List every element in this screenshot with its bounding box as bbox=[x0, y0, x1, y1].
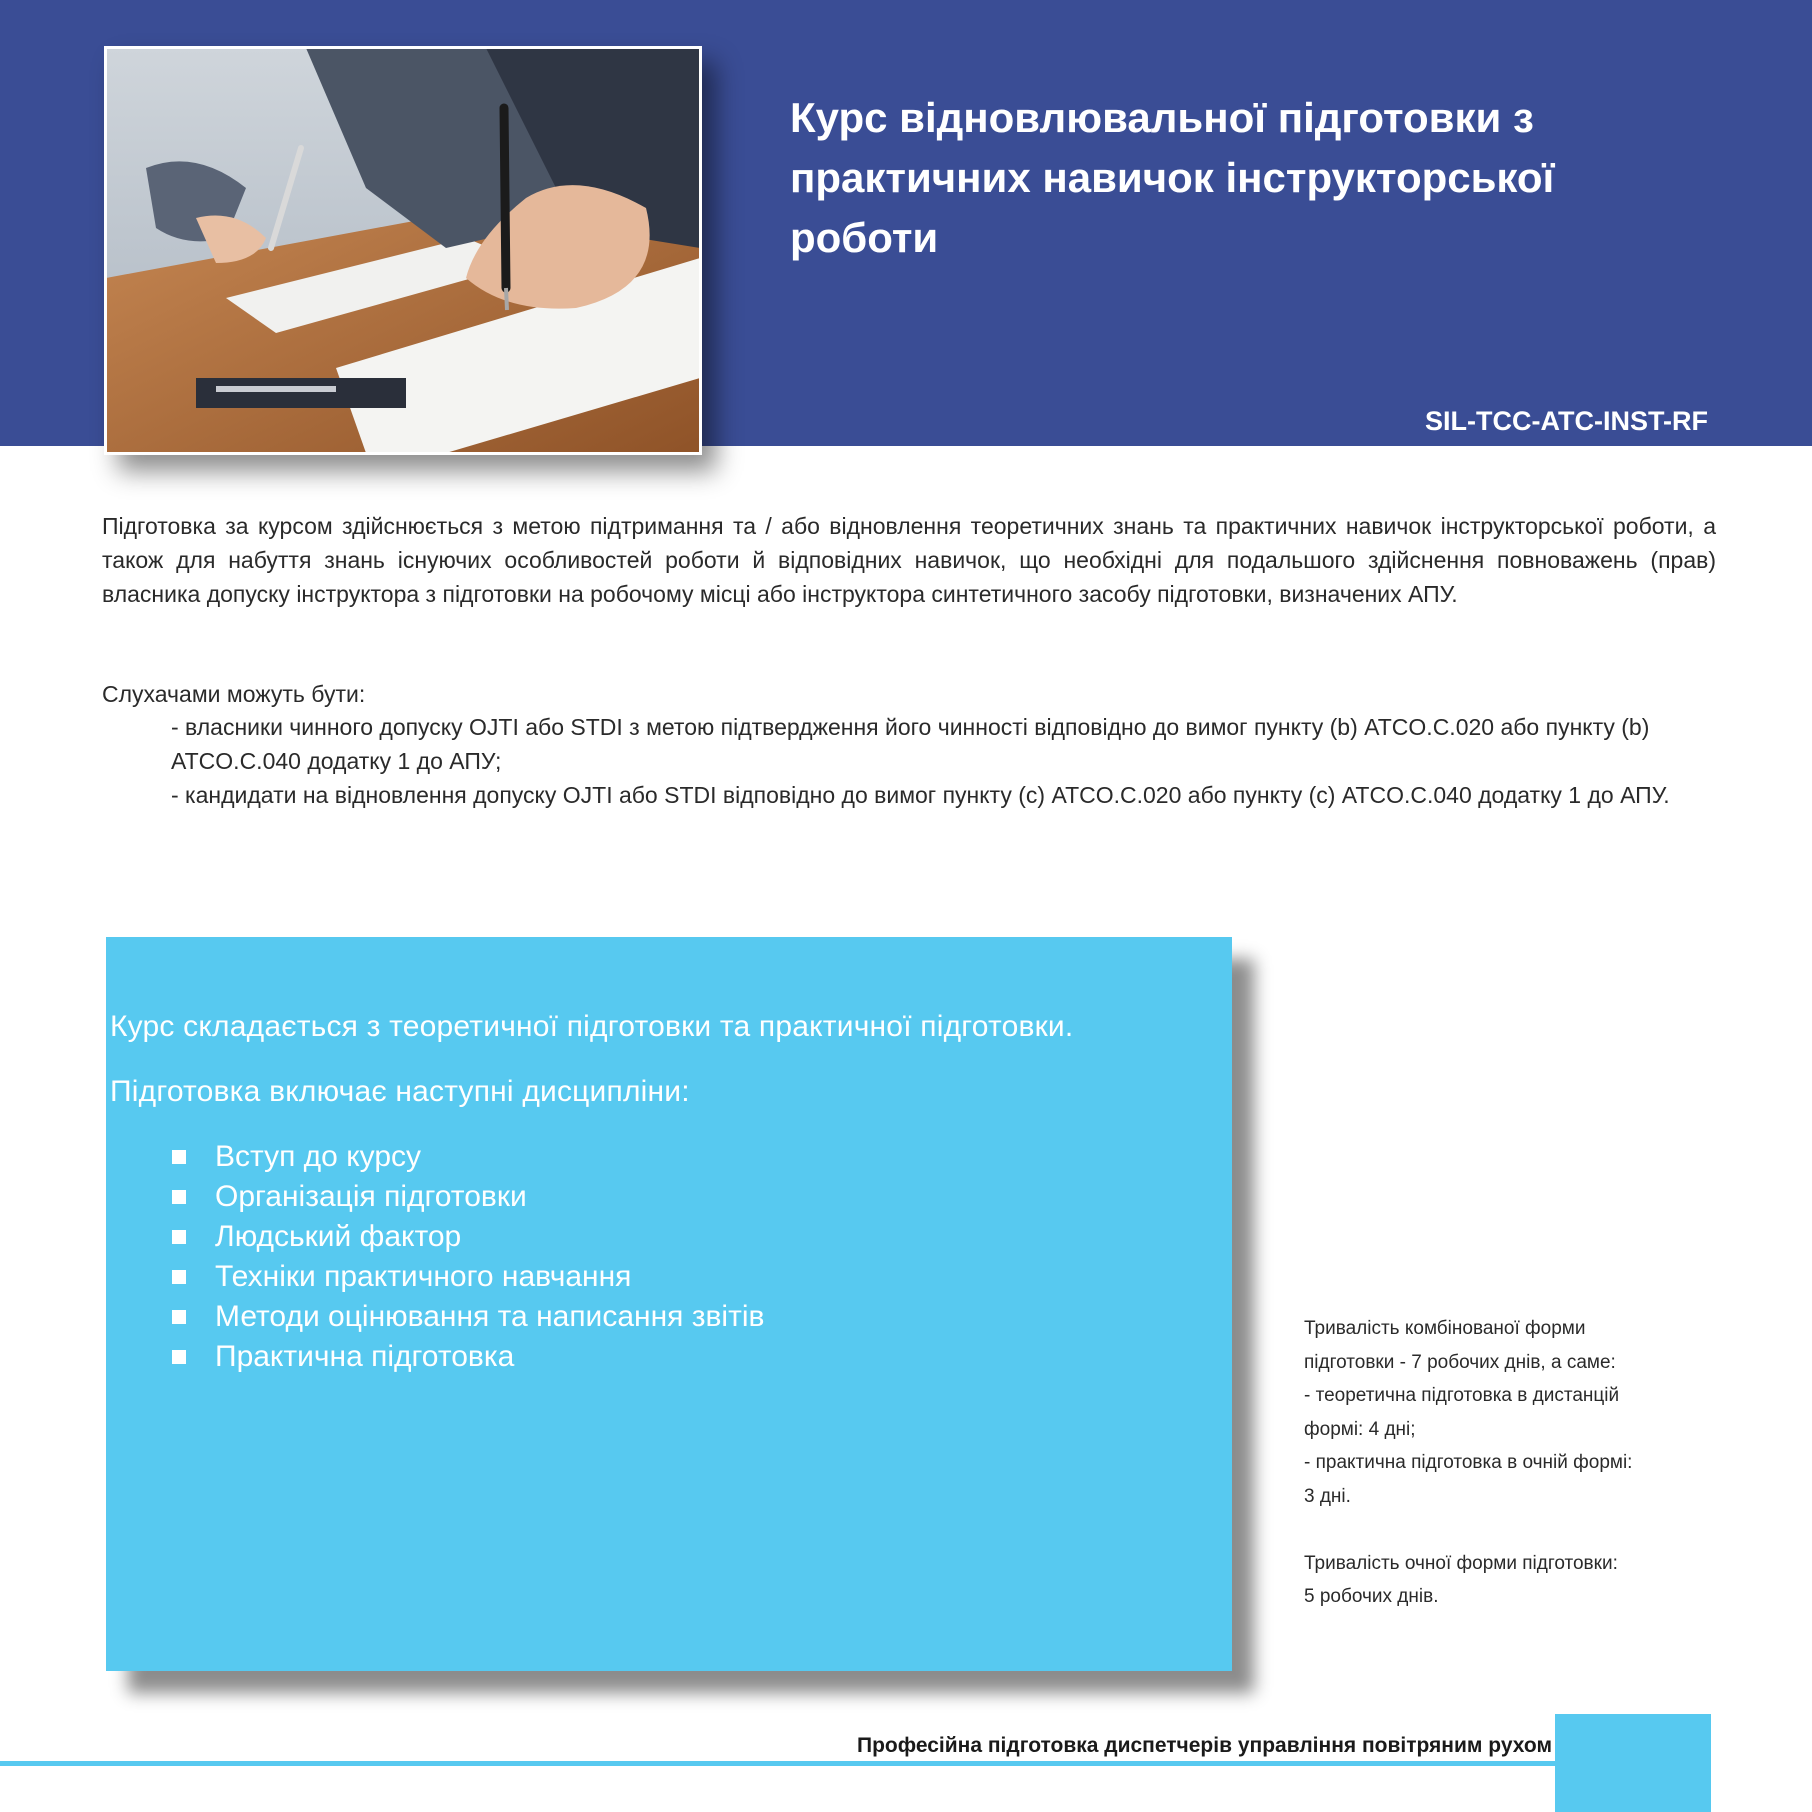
square-bullet-icon bbox=[172, 1190, 186, 1204]
discipline-item bbox=[166, 1257, 764, 1297]
discipline-item bbox=[166, 1217, 764, 1257]
hands-writing-image bbox=[106, 48, 700, 453]
discipline-label: Методи оцінювання та написання звітів bbox=[215, 1300, 765, 1333]
discipline-label: Практична підготовка bbox=[215, 1340, 515, 1373]
course-structure-text: Курс складається з теоретичної підготовки та практичної підготовки. bbox=[110, 1010, 1074, 1043]
discipline-item bbox=[166, 1297, 764, 1337]
discipline-label: Організація підготовки bbox=[215, 1180, 527, 1213]
footer-divider bbox=[0, 1761, 1560, 1766]
square-bullet-icon bbox=[172, 1310, 186, 1324]
audience-label: Слухачами можуть бути: bbox=[102, 681, 366, 707]
discipline-item bbox=[166, 1137, 764, 1177]
full-time-duration-line: Тривалість очної форми підготовки: bbox=[1304, 1552, 1618, 1574]
discipline-label: Людський фактор bbox=[215, 1220, 462, 1253]
disciplines-heading: Підготовка включає наступні дисципліни: bbox=[110, 1075, 690, 1108]
square-bullet-icon bbox=[172, 1350, 186, 1364]
square-bullet-icon bbox=[172, 1150, 186, 1164]
discipline-label: Вступ до курсу bbox=[215, 1140, 422, 1173]
duration-line: - теоретична підготовка в дистанцій bbox=[1304, 1385, 1620, 1406]
full-time-duration-line: 5 робочих днів. bbox=[1304, 1586, 1439, 1607]
audience-item: - кандидати на відновлення допуску OJTI або STDI відповідно до вимог пункту (c) ATCO.C.020 або пункту (c) ATCO.C.040 додатку 1 до АПУ. bbox=[171, 782, 1670, 808]
course-title: Курс відновлювальної підготовки з практичних навичок інструкторської роботи bbox=[790, 94, 1555, 261]
disciplines-list bbox=[166, 1137, 764, 1377]
duration-line: - практична підготовка в очній формі: bbox=[1304, 1452, 1633, 1473]
duration-line: Тривалість комбінованої форми bbox=[1304, 1318, 1586, 1339]
duration-info bbox=[1304, 1312, 1724, 1614]
square-bullet-icon bbox=[172, 1230, 186, 1244]
header-photo bbox=[104, 46, 702, 455]
course-code: SIL-TCC-ATC-INST-RF bbox=[1425, 406, 1708, 436]
spacer bbox=[1304, 1513, 1724, 1547]
discipline-item bbox=[166, 1177, 764, 1217]
duration-line: формі: 4 дні; bbox=[1304, 1418, 1416, 1440]
square-bullet-icon bbox=[172, 1270, 186, 1284]
audience-item: - власники чинного допуску OJTI або STDI з метою підтвердження його чинності відповідно до вимог пункту (b) ATCO.C.020 або пункту (b) ATCO.C.040 додатку 1 до АПУ; bbox=[171, 714, 1650, 774]
intro-paragraph: Підготовка за курсом здійснюється з метою підтримання та / або відновлення теоретичних знань та практичних навичок інструкторської роботи, а також для набуття знань існуючих особливостей роботи й відповідних навичок, що необхідні для подальшого здійснення повноважень (прав) власника допуску інструктора з підготовки на робочому місці або інструктора синтетичного засобу підготовки, визначених АПУ. bbox=[102, 513, 1716, 607]
footer-caption: Професійна підготовка диспетчерів управління повітряним рухом bbox=[851, 1734, 1552, 1758]
discipline-label: Техніки практичного навчання bbox=[215, 1260, 632, 1293]
duration-line: підготовки - 7 робочих днів, а саме: bbox=[1304, 1351, 1616, 1373]
discipline-item bbox=[166, 1337, 764, 1377]
course-contents-box bbox=[106, 937, 1232, 1671]
duration-line: 3 дні. bbox=[1304, 1485, 1351, 1507]
audience-list bbox=[171, 710, 1716, 812]
footer-accent-block bbox=[1555, 1714, 1711, 1812]
